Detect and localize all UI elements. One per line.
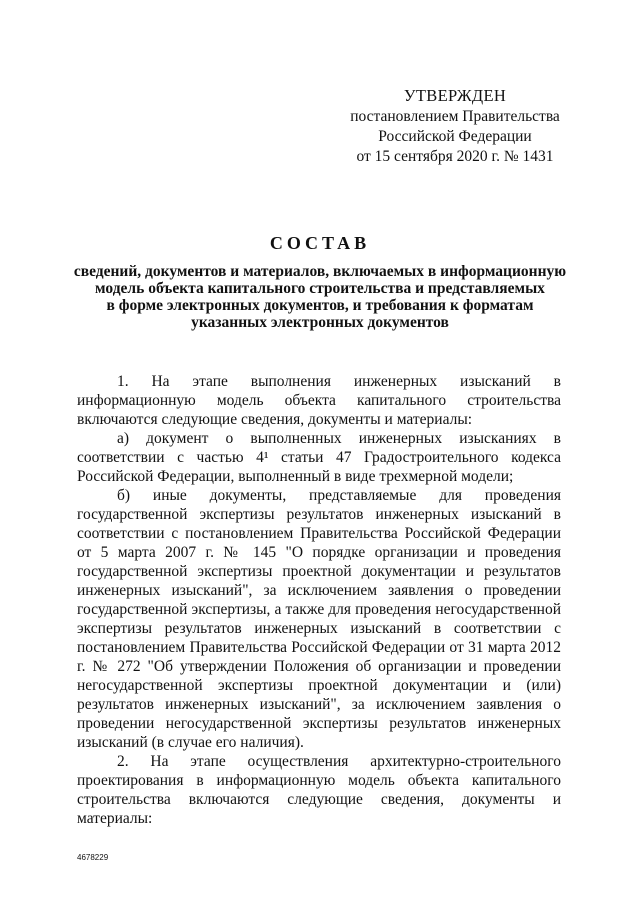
document-body <box>77 372 561 828</box>
subtitle-line: в форме электронных документов, и требования к форматам <box>106 297 534 314</box>
subtitle-line: сведений, документов и материалов, включаемых в информационную <box>73 263 567 280</box>
subtitle-line: модель объекта капитального строительства и представляемых <box>95 280 545 297</box>
approval-block <box>340 86 570 167</box>
paragraph-1: 1. На этапе выполнения инженерных изысканий в информационную модель объекта капитального строительства включаются следующие сведения, документы и материалы: <box>77 373 561 428</box>
approval-stamp: УТВЕРЖДЕН <box>403 86 507 105</box>
subtitle-line: указанных электронных документов <box>191 314 449 331</box>
paragraph-1a: а) документ о выполненных инженерных изысканиях в соответствии с частью 4¹ статьи 47 Градостроительного кодекса Российской Федерации, выполненный в виде трехмерной модели; <box>77 430 561 485</box>
approval-line-1: постановлением Правительства <box>350 108 560 125</box>
document-title: СОСТАВ <box>269 233 371 253</box>
document-code: 4678229 <box>77 853 109 862</box>
document-subtitle <box>60 263 580 331</box>
paragraph-2: 2. На этапе осуществления архитектурно-строительного проектирования в информационную модель объекта капитального строительства включаются следующие сведения, документы и материалы: <box>77 753 561 827</box>
approval-line-2: Российской Федерации <box>378 128 532 145</box>
approval-line-3: от 15 сентября 2020 г. № 1431 <box>356 148 554 165</box>
paragraph-1b: б) иные документы, представляемые для проведения государственной экспертизы результатов инженерных изысканий в соответствии с постановлением Правительства Российской Федерации от 5 марта 2007 г. № 145 "О порядке организации и проведения государственной экспертизы проектной документации и результатов инженерных изысканий", за исключением заявления о проведении государственной экспертизы, а также для проведения негосударственной экспертизы результатов инженерных изысканий в соответствии с постановлением Правительства Российской Федерации от 31 марта 2012 г. № 272 "Об утверждении Положения об организации и проведении негосударственной экспертизы проектной документации и (или) результатов инженерных изысканий", за исключением заявления о проведении негосударственной экспертизы результатов инженерных изысканий (в случае его наличия). <box>77 487 561 751</box>
